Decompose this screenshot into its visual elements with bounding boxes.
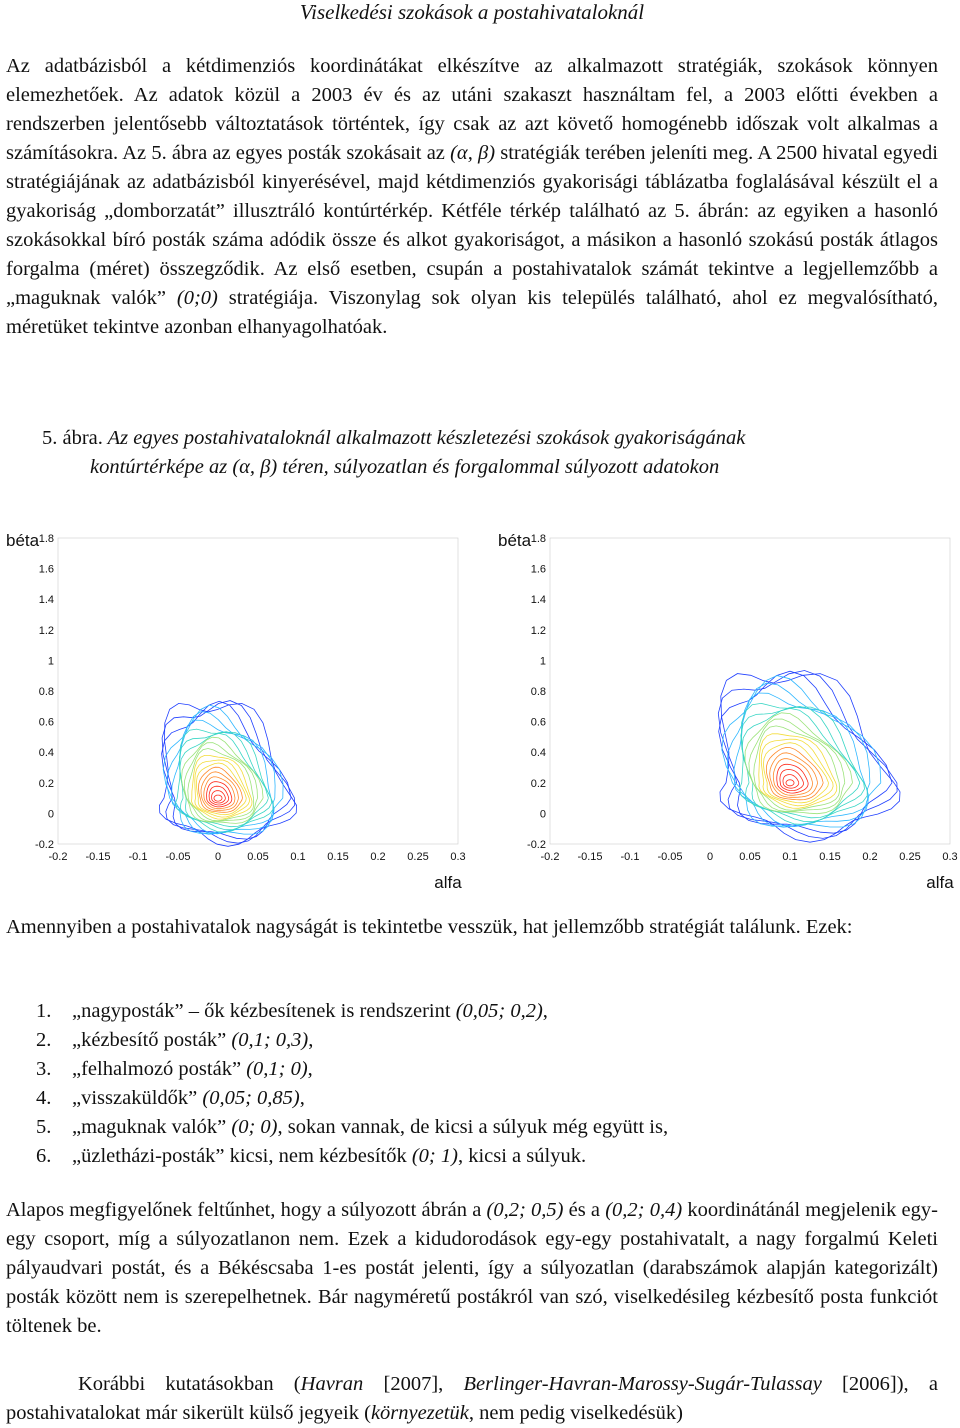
paragraph-previous-research — [6, 1370, 938, 1428]
x-tick-label: -0.2 — [48, 851, 68, 863]
y-tick-label: 0 — [47, 808, 54, 821]
list-number: 5. — [36, 1116, 52, 1138]
x-tick-label: 0 — [214, 851, 222, 863]
contour-chart-unweighted — [6, 520, 476, 890]
caption-line-1: Az egyes postahivataloknál alkalmazott készletezési szokások gyakoriságának — [102, 427, 746, 449]
y-tick-label: 0.2 — [530, 777, 546, 790]
x-tick-label: 0.1 — [290, 851, 306, 863]
list-number: 4. — [36, 1087, 52, 1109]
x-tick-label: -0.15 — [577, 851, 603, 863]
text-run: [2006]), a postahivatalokat már sikerült külső jegyeik ( — [6, 1373, 938, 1424]
y-tick-label: 0.8 — [530, 686, 546, 698]
page — [6, 0, 958, 1424]
italic-run: (0;0) — [176, 287, 218, 309]
plot-area — [550, 538, 950, 844]
x-tick-label: 0.2 — [862, 851, 878, 863]
citation-author: Havran — [300, 1373, 364, 1395]
y-tick-label: 1 — [539, 655, 546, 668]
y-tick-label: 1.2 — [38, 624, 54, 637]
x-tick-label: 0.3 — [450, 851, 466, 863]
x-tick-label: 0.05 — [247, 851, 269, 863]
list-item — [6, 1055, 938, 1084]
italic-run: (α, β) — [450, 142, 496, 164]
y-tick-label: 0.2 — [38, 777, 54, 790]
list-number: 2. — [36, 1029, 52, 1051]
x-tick-label: -0.15 — [85, 851, 111, 863]
x-tick-label: -0.1 — [128, 851, 148, 863]
y-tick-label: 0.6 — [530, 716, 546, 729]
list-item — [6, 997, 938, 1026]
x-axis-label: alfa — [926, 873, 954, 892]
italic-run: (0,2; 0,5) — [486, 1199, 564, 1221]
list-text: „felhalmozó posták” (0,1; 0), — [72, 1058, 313, 1080]
y-axis-label: béta — [6, 531, 40, 550]
x-tick-label: 0.25 — [899, 851, 921, 863]
text-run: stratégiák terében jeleníti meg. A 2500 hivatal egyedi stratégiájának az adatbázisból kinyerésével, majd kétdimenziós gyakorisági táblázatba foglalásával készült el a gyakoriság „domborzatát” illusztráló kontúrtérkép. Kétféle térkép található az 5. ábrán: az egyiken a hasonló szokásokkal bíró posták száma adódik össze és alkot gyakoriságot, a másikon a hasonló szokású posták átlagos forgalma (méret) összegződik. Az első esetben, csupán a postahivatalok számát tekintve a legjellemzőbb a „maguknak valók” — [6, 142, 938, 309]
list-number: 6. — [36, 1145, 52, 1167]
running-header: Viselkedési szokások a postahivataloknál — [299, 0, 645, 24]
y-tick-label: 0.6 — [38, 716, 54, 729]
list-item — [6, 1026, 938, 1055]
paragraph-intro — [6, 52, 938, 342]
list-number: 3. — [36, 1058, 52, 1080]
x-tick-label: 0.1 — [782, 851, 798, 863]
contour-plot-svg — [498, 520, 960, 890]
x-tick-label: -0.05 — [165, 851, 191, 863]
x-tick-label: -0.1 — [620, 851, 640, 863]
y-tick-label: 1.8 — [530, 533, 546, 545]
y-tick-label: -0.2 — [35, 839, 54, 851]
caption-line-2: kontúrtérképe az (α, β) téren, súlyozatlan és forgalommal súlyozott adatokon — [90, 456, 720, 478]
figure-caption — [42, 424, 922, 482]
text-run: Alapos megfigyelőnek feltűnhet, hogy a súlyozott ábrán a — [6, 1199, 487, 1221]
x-tick-label: 0.15 — [819, 851, 841, 863]
x-axis-label: alfa — [434, 873, 462, 892]
list-item — [6, 1084, 938, 1113]
text-run: [2007], — [363, 1373, 464, 1395]
citation-author: Berlinger-Havran-Marossy-Sugár-Tulassay — [463, 1373, 822, 1395]
y-tick-label: 0.4 — [530, 747, 546, 760]
strategy-list — [6, 997, 938, 1171]
list-text: „üzletházi-posták” kicsi, nem kézbesítők (0; 1), kicsi a súlyuk. — [72, 1145, 587, 1167]
italic-run: (0,2; 0,4) — [605, 1199, 683, 1221]
italic-run: környezetük — [370, 1402, 469, 1424]
x-tick-label: 0.25 — [407, 851, 429, 863]
list-number: 1. — [36, 1000, 52, 1022]
list-text: „nagyposták” – ők kézbesítenek is rendszerint (0,05; 0,2), — [72, 1000, 548, 1022]
text-run: Az adatbázisból a kétdimenziós koordinátákat elkészítve az alkalmazott stratégiák, szokások könnyen elemezhetőek. Az adatok közül a 2003 év és az utáni szakaszt használtam fel, a 2003 előtti években a rendszerben jelentősebb változtatások történtek, így csak az azt követő homogénebb időszak volt alkalmas a számításokra. Az 5. ábra az egyes posták szokásait az — [6, 55, 938, 164]
list-text: „kézbesítő posták” (0,1; 0,3), — [72, 1029, 314, 1051]
plot-area — [58, 538, 458, 844]
y-tick-label: 1.8 — [38, 533, 54, 545]
list-text: „maguknak valók” (0; 0), sokan vannak, de kicsi a súlyuk még együtt is, — [72, 1116, 669, 1138]
y-tick-label: 1.4 — [530, 594, 546, 607]
text-run: koordinátánál megjelenik egy-egy csoport, míg a súlyozatlanon nem. Ezek a kidudorodások egy-egy postahivatalt, a nagy forgalmú Keleti pályaudvari postát, és a Békéscsaba 1-es postát jelenti, így a súlyozatlan (darabszámok alapján kategorizált) posták között nem is szerepelhetnek. Bár nagyméretű postákról van szó, viselkedésileg kézbesítő posta funkciót töltenek be. — [6, 1199, 938, 1337]
figure-label: 5. ábra. — [42, 427, 103, 449]
list-text: „visszaküldők” (0,05; 0,85), — [72, 1087, 305, 1109]
list-item — [6, 1113, 938, 1142]
text-run: stratégiája. Viszonylag sok olyan kis település található, ahol ez megvalósítható, méretüket tekintve azonban elhanyagolhatóak. — [6, 287, 938, 338]
y-tick-label: 1.6 — [38, 563, 54, 576]
contour-plot-svg — [6, 520, 476, 890]
x-tick-label: 0.2 — [370, 851, 386, 863]
y-tick-label: -0.2 — [527, 839, 546, 851]
paragraph-strategies: Amennyiben a postahivatalok nagyságát is tekintetbe vesszük, hat jellemzőbb stratégiát találunk. Ezek: — [6, 916, 853, 938]
text-run: Korábbi kutatásokban ( — [78, 1373, 301, 1395]
contour-chart-weighted — [498, 520, 960, 890]
y-tick-label: 1.4 — [38, 594, 54, 607]
y-axis-label: béta — [498, 531, 532, 550]
paragraph-observation — [6, 1196, 938, 1341]
y-tick-label: 1.6 — [530, 563, 546, 576]
text-run: és a — [563, 1199, 606, 1221]
x-tick-label: -0.05 — [657, 851, 683, 863]
y-tick-label: 0 — [539, 808, 546, 821]
y-tick-label: 0.8 — [38, 686, 54, 698]
x-tick-label: -0.2 — [540, 851, 560, 863]
list-item — [6, 1142, 938, 1171]
y-tick-label: 1 — [47, 655, 54, 668]
text-run: , nem pedig viselkedésük) — [468, 1402, 683, 1424]
x-tick-label: 0.15 — [327, 851, 349, 863]
x-tick-label: 0.3 — [942, 851, 958, 863]
x-tick-label: 0.05 — [739, 851, 761, 863]
y-tick-label: 1.2 — [530, 624, 546, 637]
x-tick-label: 0 — [706, 851, 714, 863]
y-tick-label: 0.4 — [38, 747, 54, 760]
